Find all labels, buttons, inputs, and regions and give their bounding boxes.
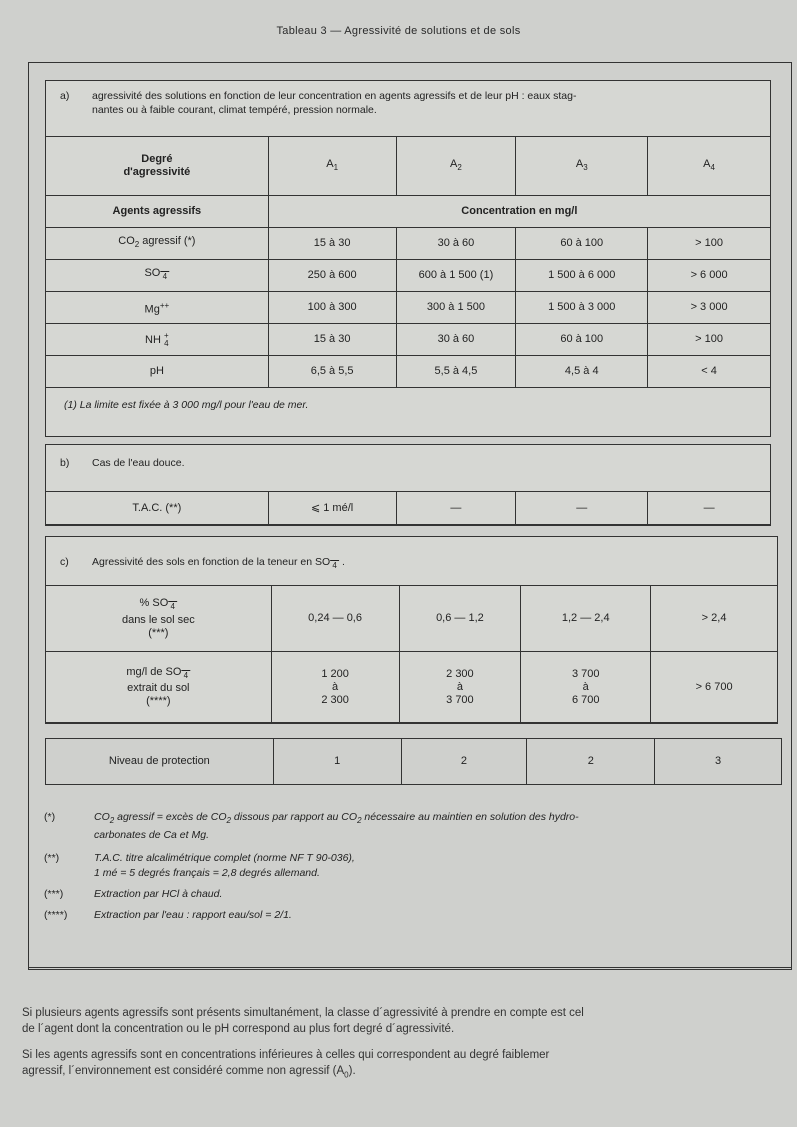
section-c [45, 536, 778, 724]
section-b [45, 444, 771, 525]
class-a1: $A_1$ [268, 137, 396, 196]
class-a3: $A_3$ [516, 137, 648, 196]
table-row [46, 324, 771, 356]
table-cell: — [648, 492, 771, 526]
soil-table [45, 585, 778, 723]
degree-header: Degré d'agressivité [46, 137, 269, 196]
soil-so4-label: % SO $_4$ dans le sol sec (***) [46, 586, 272, 652]
table-cell: 1 200 à 2 300 [271, 652, 399, 723]
section-a-note: (1) La limite est fixée à 3 000 mg/l pour l'eau de mer. [64, 399, 309, 411]
table-row [46, 652, 778, 723]
agent-nh4: NH + 4 [46, 324, 269, 356]
class-a4: $A_4$ [648, 137, 771, 196]
table-cell: 300 à 1 500 [396, 292, 516, 324]
protection-label: Niveau de protection [46, 739, 274, 785]
section-a-tag: a) [60, 90, 70, 102]
table-cell: 60 à 100 [516, 324, 648, 356]
table-cell: 2 [401, 739, 527, 785]
concentration-header: Concentration en mg/l [268, 196, 770, 228]
agents-header: Agents agressifs [46, 196, 269, 228]
footnote: (****) Extraction par l'eau : rapport eau/sol = 2/1. [44, 909, 292, 922]
agent-so4: SO $_4$ [46, 260, 269, 292]
section-c-heading: c) Agressivité des sols en fonction de la teneur en SO $_4$ . [60, 556, 345, 571]
table-cell: > 100 [648, 228, 771, 260]
table-cell: > 3 000 [648, 292, 771, 324]
table-cell: — [396, 492, 516, 526]
table-cell: 5,5 à 4,5 [396, 356, 516, 388]
table-row [46, 260, 771, 292]
table-cell: 15 à 30 [268, 324, 396, 356]
table-cell: 15 à 30 [268, 228, 396, 260]
table-cell: — [516, 492, 648, 526]
tac-table [45, 491, 771, 526]
table-row [46, 228, 771, 260]
page-title: Tableau 3 — Agressivité de solutions et de sols [276, 25, 521, 37]
table-cell: 600 à 1 500 (1) [396, 260, 516, 292]
table-cell: 250 à 600 [268, 260, 396, 292]
paragraph-2: Si les agents agressifs sont en concentrations inférieures à celles qui correspondent au degré faiblemer agressif, l´environnement est considéré comme non agressif $(A_0)$. [22, 1049, 550, 1080]
table-cell: 30 à 60 [396, 324, 516, 356]
footnote: (*) $CO_2$ agressif = excès de $CO_2$ dissous par rapport au $CO_2$ nécessaire au maintien en solution des hydro- carbonates de Ca et Mg. [44, 811, 579, 842]
table-cell: > 100 [648, 324, 771, 356]
section-a-heading-line1: agressivité des solutions en fonction de leur concentration en agents agressifs et de leur pH : eaux stag- [92, 90, 577, 102]
paragraph-1: Si plusieurs agents agressifs sont présents simultanément, la classe d´agressivité à prendre en compte est cel de l´agent dont la concentration ou le pH correspond au plus fort degré d´agressivité. [22, 1007, 584, 1035]
table-cell: 2 [527, 739, 655, 785]
footnote: (**) T.A.C. titre alcalimétrique complet (norme NF T 90-036), 1 mé = 5 degrés français = 2,8 degrés allemand. [44, 852, 355, 880]
table-cell: 4,5 à 4 [516, 356, 648, 388]
table-cell: 0,6 — 1,2 [399, 586, 521, 652]
table-cell: 3 700 à 6 700 [521, 652, 651, 723]
table-cell: 60 à 100 [516, 228, 648, 260]
section-a-heading [46, 81, 770, 123]
tac-label: T.A.C. (**) [46, 492, 269, 526]
class-a2: $A_2$ [396, 137, 516, 196]
table-row [46, 739, 782, 785]
table-cell: 3 [655, 739, 782, 785]
table-cell: 1 500 à 6 000 [516, 260, 648, 292]
table-row [46, 492, 771, 526]
table-cell: 6,5 à 5,5 [268, 356, 396, 388]
agents-header-row [46, 196, 771, 228]
table-row [46, 292, 771, 324]
table-row [46, 356, 771, 388]
table-cell: 0,24 — 0,6 [271, 586, 399, 652]
table-row [46, 586, 778, 652]
table-cell: < 4 [648, 356, 771, 388]
degree-header-row [46, 137, 771, 196]
soil-extract-label: mg/l de SO $_4$ extrait du sol (****) [46, 652, 272, 723]
table-cell: 1,2 — 2,4 [521, 586, 651, 652]
table-cell: > 2,4 [651, 586, 778, 652]
aggressivity-table [45, 136, 771, 388]
table-cell: > 6 000 [648, 260, 771, 292]
agent-ph: pH [46, 356, 269, 388]
section-b-heading: b) Cas de l'eau douce. [60, 457, 185, 469]
section-a-heading-line2: nantes ou à faible courant, climat tempéré, pression normale. [92, 104, 377, 116]
section-a [45, 80, 771, 437]
footnotes [44, 810, 789, 926]
footnote: (***) Extraction par HCl à chaud. [44, 888, 223, 901]
table-cell: 2 300 à 3 700 [399, 652, 521, 723]
protection-table [45, 738, 782, 785]
table-cell: 1 500 à 3 000 [516, 292, 648, 324]
agent-mg: Mg++ [46, 292, 269, 324]
agent-co2: $CO_2$ agressif (*) [46, 228, 269, 260]
table-cell: 1 [273, 739, 401, 785]
table-cell: ⩽ 1 mé/l [268, 492, 396, 526]
protection-box [45, 738, 782, 785]
table-cell: > 6 700 [651, 652, 778, 723]
table-cell: 30 à 60 [396, 228, 516, 260]
table-cell: 100 à 300 [268, 292, 396, 324]
divider [28, 967, 792, 968]
